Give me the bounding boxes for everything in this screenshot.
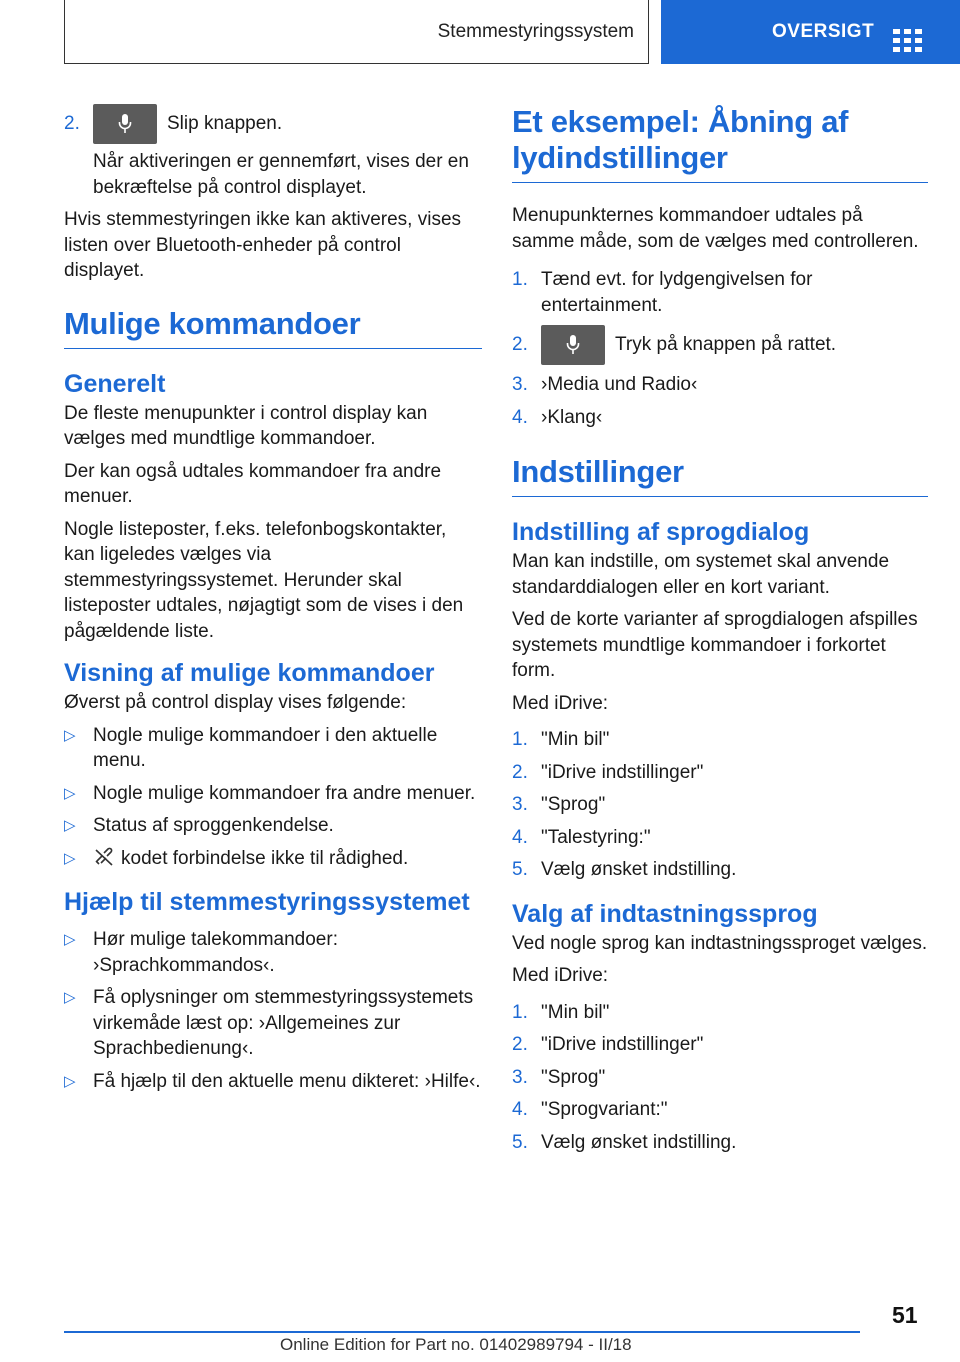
header-section-title: Stemmestyringssystem [437, 20, 634, 42]
paragraph: Man kan indstille, om systemet skal anvende standarddialogen eller en kort variant. [512, 551, 890, 598]
list-item: ▷ Få oplysninger om stemmestyringssystemets virkemåde læst op: ›Allgemeines zur Sprachbedienung‹. [64, 985, 482, 1062]
heading-help: Hjælp til stemmestyringssystemet [64, 888, 470, 916]
heading-display-commands: Visning af mulige kommandoer [64, 659, 435, 687]
list-item: ▷ Hør mulige talekommandoer: ›Sprachkommandos‹. [64, 927, 482, 978]
voice-button-image [541, 325, 605, 365]
page-number: 51 [892, 1302, 918, 1328]
voice-button-image [93, 104, 157, 144]
step-text: Slip knappen. [167, 113, 283, 135]
paragraph: Nogle listeposter, f.eks. telefonbogskontakter, kan ligeledes vælges via stemmestyringssystemet. Herunder skal listeposter udtales, nøjagtigt som de vises i den pågældende liste. [64, 518, 464, 642]
list-item: 5. Vælg ønsket indstilling. [512, 1131, 737, 1153]
list-item: ▷ kodet forbindelse ikke til rådighed. [64, 846, 482, 872]
heading-general: Generelt [64, 369, 166, 398]
paragraph: Ved nogle sprog kan indtastningssproget vælges. [512, 932, 928, 954]
microphone-icon [117, 113, 133, 135]
bullet-triangle-icon: ▷ [64, 849, 76, 867]
heading-dialog: Indstilling af sprogdialog [512, 518, 810, 546]
paragraph: Med iDrive: [512, 965, 609, 986]
left-column [64, 104, 482, 1101]
list-item: 4. "Talestyring:" [512, 826, 651, 848]
paragraph: Menupunkternes kommandoer udtales på samme måde, som de vælges med controlleren. [512, 205, 919, 252]
list-item: ▷ Få hjælp til den aktuelle menu dikteret: ›Hilfe‹. [64, 1069, 482, 1095]
paragraph: De fleste menupunkter i control display kan vælges med mundtlige kommandoer. [64, 402, 428, 449]
paragraph: Der kan også udtales kommandoer fra andre menuer. [64, 460, 442, 507]
list-item: 2. "iDrive indstillinger" [512, 1034, 704, 1055]
list-item: 2. "iDrive indstillinger" [512, 761, 704, 783]
list-item: 3. "Sprog" [512, 1066, 606, 1088]
list-item: 2. Tryk på knappen på rattet. [512, 325, 928, 365]
list-item: 4. ›Klang‹ [512, 406, 603, 428]
overview-label: OVERSIGT [772, 21, 875, 42]
step-number: 2. [64, 113, 80, 135]
paragraph: Ved de korte varianter af sprogdialogen afspilles systemets mundtlige kommandoer i forkortet form. [512, 609, 918, 681]
bullet-triangle-icon: ▷ [64, 931, 76, 948]
right-column [512, 104, 928, 1162]
microphone-icon [565, 334, 581, 356]
list-item: ▷ Status af sproggenkendelse. [64, 813, 482, 839]
heading-settings: Indstillinger [512, 454, 928, 497]
list-item: 4. "Sprogvariant:" [512, 1099, 668, 1120]
footer-divider [64, 1331, 860, 1333]
header-section-box [64, 0, 649, 64]
step-result: Når aktiveringen er gennemført, vises der en bekræftelse på control displayet. [93, 151, 469, 198]
list-item: 3. "Sprog" [512, 794, 606, 815]
crossed-link-icon [93, 847, 115, 867]
step-release [64, 104, 482, 144]
bullet-triangle-icon: ▷ [64, 726, 76, 744]
paragraph: Med iDrive: [512, 692, 609, 714]
heading-example: Et eksempel: Åbning af lydindstillinger [512, 104, 928, 183]
list-item: ▷ Nogle mulige kommandoer fra andre menuer. [64, 781, 482, 807]
list-item: 5. Vælg ønsket indstilling. [512, 859, 737, 880]
heading-input-language: Valg af indtastningssprog [512, 899, 818, 928]
list-item: 1. "Min bil" [512, 1001, 610, 1023]
footer-edition: Online Edition for Part no. 01402989794 - II/18 [280, 1335, 632, 1354]
list-item: 1. Tænd evt. for lydgengivelsen for entertainment. [512, 269, 813, 316]
bullet-triangle-icon: ▷ [64, 784, 76, 802]
heading-possible-commands: Mulige kommandoer [64, 306, 482, 349]
bullet-triangle-icon: ▷ [64, 817, 76, 834]
bullet-triangle-icon: ▷ [64, 1072, 76, 1090]
list-item: ▷ Nogle mulige kommandoer i den aktuelle menu. [64, 723, 482, 774]
list-item: 3. ›Media und Radio‹ [512, 374, 698, 395]
paragraph: Hvis stemmestyringen ikke kan aktiveres, vises listen over Bluetooth-enheder på control displayet. [64, 209, 462, 281]
list-item: 1. "Min bil" [512, 729, 610, 750]
bullet-triangle-icon: ▷ [64, 989, 76, 1006]
paragraph: Øverst på control display vises følgende: [64, 692, 407, 713]
grid-icon[interactable] [893, 29, 923, 53]
